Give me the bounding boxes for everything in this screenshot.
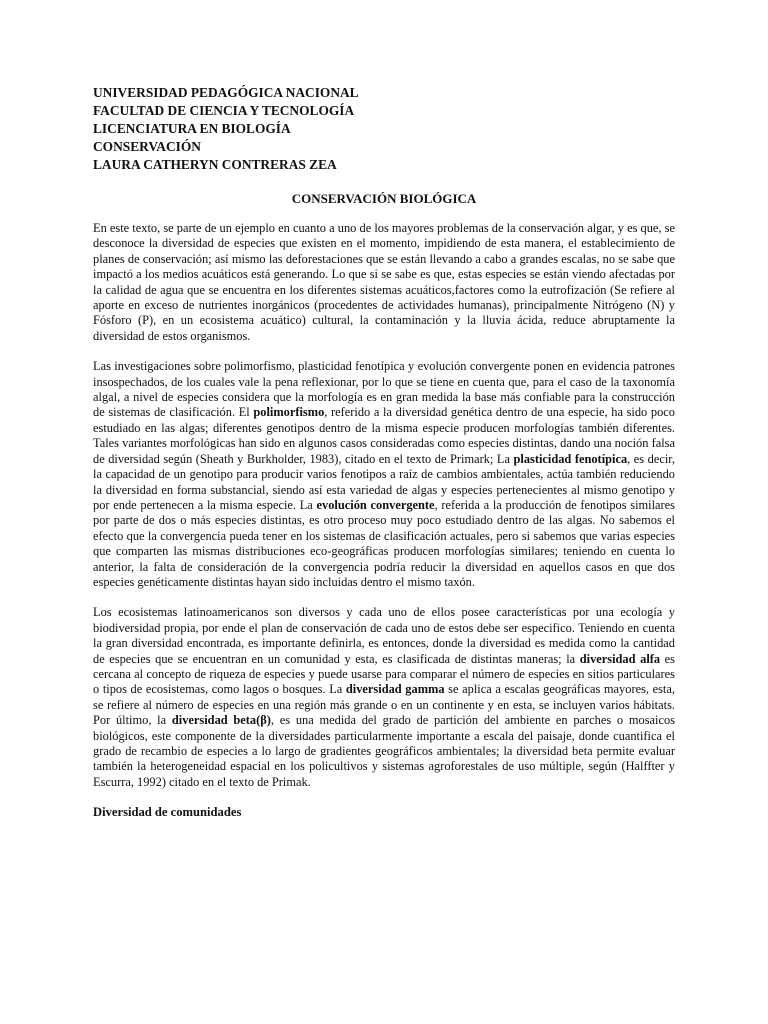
term-plasticidad-fenotipica: plasticidad fenotípica [513,451,628,466]
document-header [93,84,675,174]
paragraph-text: , referida a la producción de fenotipos similares por parte de dos o más especies distintas, es otro proceso muy poco estudiado dentro de las algas. No sabemos el efecto que la convergencia pueda tener en los sistemas de clasificación actuales, pero si sabemos que varias especies que comparten las mismas distribuciones eco-geográficas producen morfologías similares; teniendo en cuenta lo anterior, la falta de consideración de la convergencia podría reducir la diversidad en aquellos casos en que dos especies genéticamente distintas hayan sido incluidas dentro el mismo taxón. [93,497,676,589]
paragraph-3 [93,605,675,790]
header-university: UNIVERSIDAD PEDAGÓGICA NACIONAL [93,85,359,100]
header-program: LICENCIATURA EN BIOLOGÍA [93,121,291,136]
term-diversidad-beta: diversidad beta(β) [171,713,271,728]
paragraph-text: Las investigaciones sobre polimorfismo, plasticidad fenotípica y evolución convergente ponen en evidencia patrones insospechados, de los cuales vale la pena reflexionar, por lo que se tiene en cuenta que, para el caso de la taxonomía algal, a nivel de especies considera que la morfología es en gran medida la base más confiable para la construcción de sistemas de clasificación. El [93,359,675,420]
paragraph-text: En este texto, se parte de un ejemplo en cuanto a uno de los mayores problemas de la conservación algar, y es que, se desconoce la diversidad de especies que existen en el momento, impidiendo de esta manera, el establecimiento de planes de conservación; así mismo las deforestaciones que se están llevando a cabo a grandes escalas, no se sabe que impactó a los medios acuáticos está generando. Lo que si se sabe es que, estas especies se están viendo afectadas por la calidad de agua que se encuentra en los diferentes sistemas acuáticos,factores como la eutrofización (Se refiere al aporte en exceso de nutrientes inorgánicos (procedentes de actividades humanas), principalmente Nitrógeno (N) y Fósforo (P), en un ecosistema acuático) cultural, la contaminación y la lluvia ácida, reduce abruptamente la diversidad de estos organismos. [93,221,675,343]
paragraph-2 [93,359,675,590]
term-evolucion-convergente: evolución convergente [316,497,435,512]
term-polimorfismo: polimorfismo [253,405,325,420]
document-page [93,84,675,821]
term-diversidad-gamma: diversidad gamma [345,682,445,697]
paragraph-text: , es una medida del grado de partición del ambiente en parches o mosaicos biológicos, este componente de la diversidades particularmente importante a escala del paisaje, donde cuantifica el grado de recambio de especies a lo largo de gradientes geográficos ambientales; la diversidad beta permite evaluar también la heterogeneidad espacial en los policultivos y sistemas agroforestales de uso múltiple, según (Halffter y Escurra, 1992) citado en el texto de Primak. [93,713,675,789]
header-author: LAURA CATHERYN CONTRERAS ZEA [93,157,337,172]
header-course: CONSERVACIÓN [93,139,201,154]
document-title: CONSERVACIÓN BIOLÓGICA [291,191,477,206]
term-diversidad-alfa: diversidad alfa [579,651,661,666]
section-heading: Diversidad de comunidades [93,805,242,820]
paragraph-text: Los ecosistemas latinoamericanos son diversos y cada uno de ellos posee características por una ecología y biodiversidad propia, por ende el plan de conservación de cada uno de estos debe ser especifico. Teniendo en cuenta la gran diversidad encontrada, es importante definirla, es entonces, donde la diversidad es medida como la cantidad de especies que se encuentran en un comunidad y esta, es clasificada de distintas maneras; la [93,605,675,666]
paragraph-text: , es decir, la capacidad de un genotipo para producir varios fenotipos a raíz de cambios ambientales, actúa también reduciendo la diversidad en forma substancial, siendo así esta variedad de algas y especies pertenecientes al mismo genotipo y por ende pertenecen a la misma especie. La [93,451,676,512]
header-faculty: FACULTAD DE CIENCIA Y TECNOLOGÍA [93,103,355,118]
paragraph-text: se aplica a escalas geográficas mayores, esta, se refiere al número de especies en una región más grande o en un continente y en esta, se incluyen varios hábitats. Por último, la [93,682,675,728]
paragraph-text: , referido a la diversidad genética dentro de una especie, ha sido poco estudiado en las algas; diferentes genotipos dentro de la misma especie producen morfologías también diferentes. Tales variantes morfológicas han sido en algunos casos consideradas como especies distintas, dando una noción falsa de diversidad según (Sheath y Burkholder, 1983), citado en el texto de Primark; La [93,405,675,466]
paragraph-text: es cercana al concepto de riqueza de especies y puede usarse para comparar el número de especies en sitios particulares o tipos de ecosistemas, como lagos o bosques. La [93,651,675,697]
paragraph-1 [93,221,675,344]
